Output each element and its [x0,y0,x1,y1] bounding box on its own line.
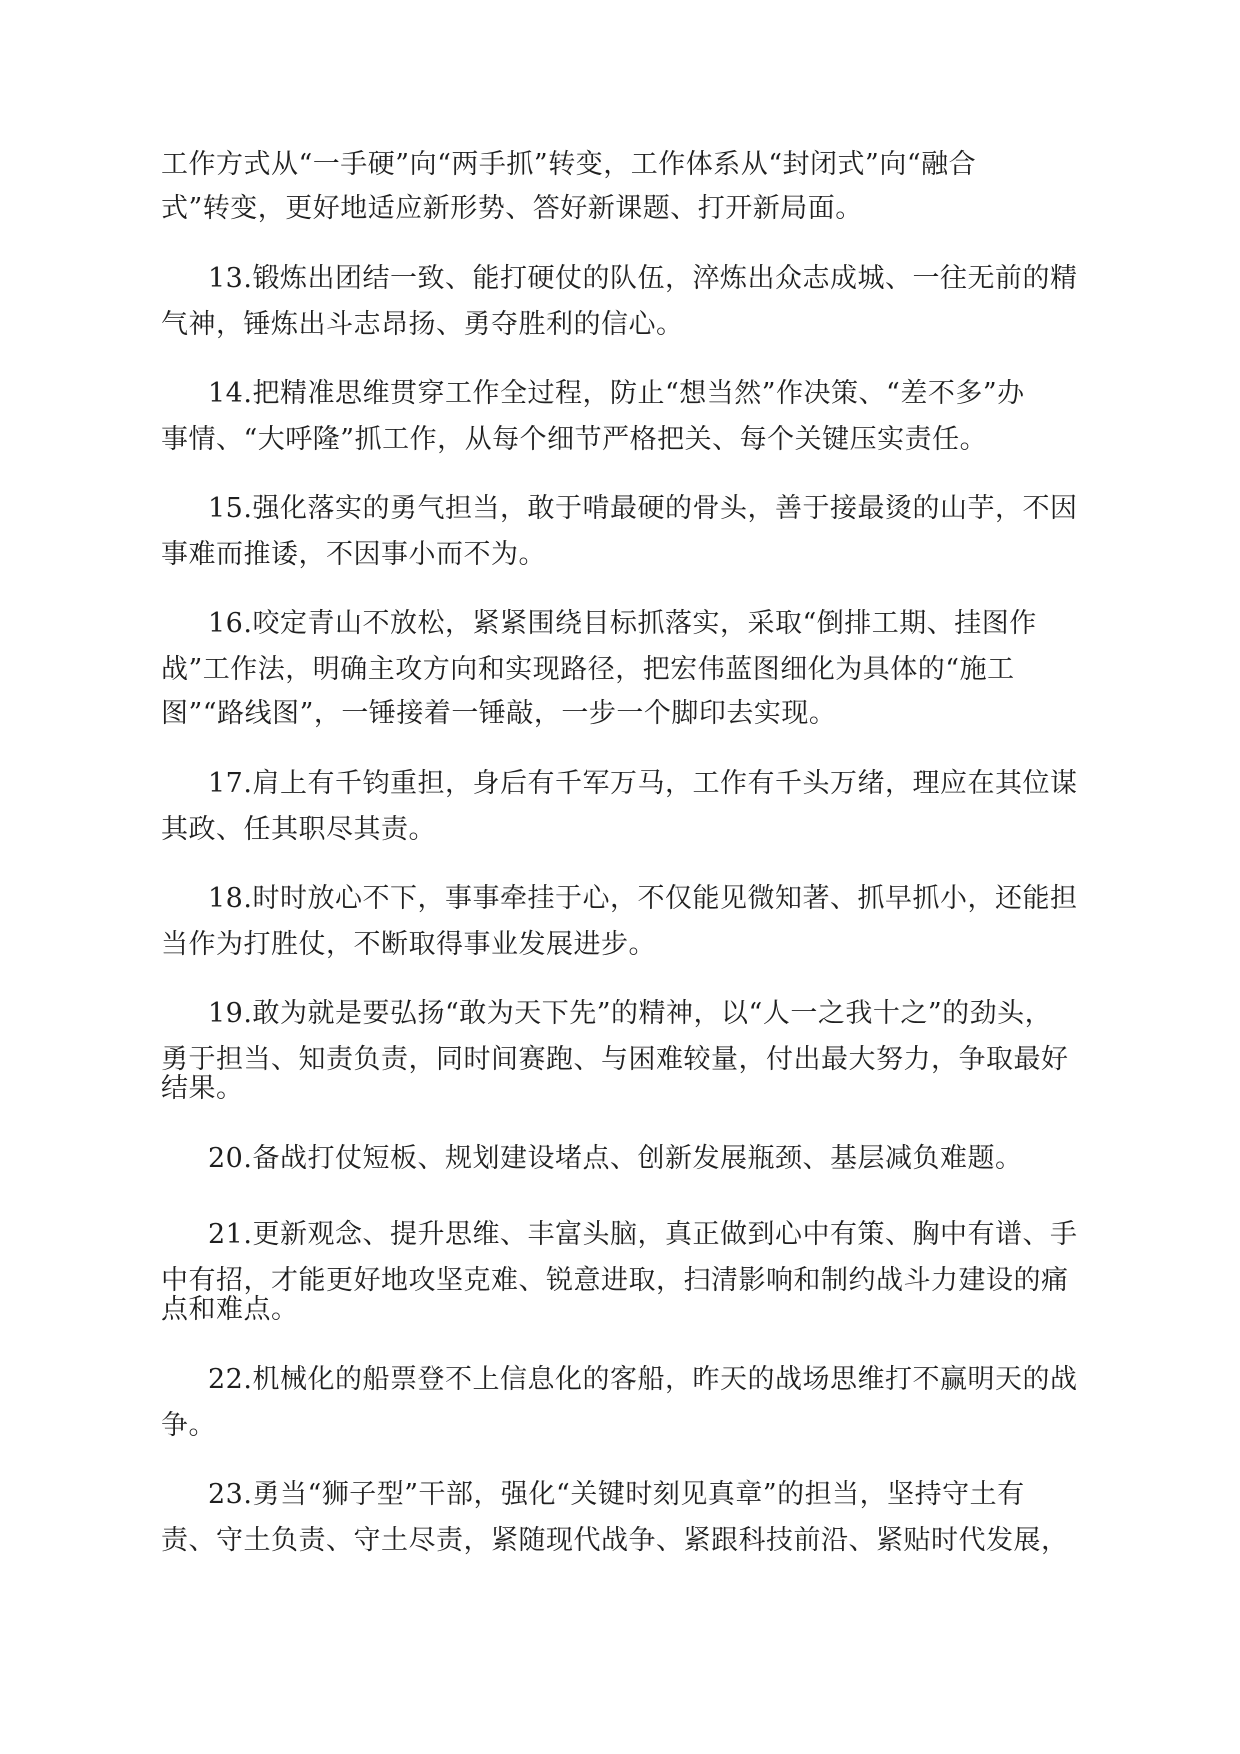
item-15-line-1: 15.强化落实的勇气担当，敢于啃最硬的骨头，善于接最烫的山芋，不因 [208,493,1078,524]
item-16-line-3: 图”“路线图”，一锤接着一锤敲，一步一个脚印去实现。 [161,698,837,729]
item-14-line-2: 事情、“大呼隆”抓工作，从每个细节严格把关、每个关键压实责任。 [161,424,988,455]
item-23-line-2: 责、守土负责、守土尽责，紧随现代战争、紧跟科技前沿、紧贴时代发展， [161,1525,1069,1556]
item-21-line-3: 点和难点。 [161,1294,299,1325]
item-15-line-2: 事难而推诿，不因事小而不为。 [161,539,546,570]
item-17-line-1: 17.肩上有千钧重担，身后有千军万马，工作有千头万绪，理应在其位谋 [208,768,1078,799]
item-21-line-1: 21.更新观念、提升思维、丰富头脑，真正做到心中有策、胸中有谱、手 [208,1219,1078,1250]
paragraph-1-line-2: 式”转变，更好地适应新形势、答好新课题、打开新局面。 [161,193,863,224]
item-22-line-1: 22.机械化的船票登不上信息化的客船，昨天的战场思维打不赢明天的战 [208,1364,1078,1395]
item-13-line-2: 气神，锤炼出斗志昂扬、勇夺胜利的信心。 [161,309,684,340]
item-18-line-2: 当作为打胜仗，不断取得事业发展进步。 [161,929,656,960]
item-17-line-2: 其政、任其职尽其责。 [161,814,436,845]
item-19-line-1: 19.敢为就是要弘扬“敢为天下先”的精神，以“人一之我十之”的劲头， [208,998,1053,1029]
item-18-line-1: 18.时时放心不下，事事牵挂于心，不仅能见微知著、抓早抓小，还能担 [208,883,1078,914]
item-19-line-3: 结果。 [161,1073,244,1104]
item-23-line-1: 23.勇当“狮子型”干部，强化“关键时刻见真章”的担当，坚持守土有 [208,1479,1025,1510]
item-14-line-1: 14.把精准思维贯穿工作全过程，防止“想当然”作决策、“差不多”办 [208,378,1025,409]
item-22-line-2: 争。 [161,1410,216,1441]
item-16-line-1: 16.咬定青山不放松，紧紧围绕目标抓落实，采取“倒排工期、挂图作 [208,608,1037,639]
item-19-line-2: 勇于担当、知责负责，同时间赛跑、与困难较量，付出最大努力，争取最好 [161,1044,1069,1075]
item-21-line-2: 中有招，才能更好地攻坚克难、锐意进取，扫清影响和制约战斗力建设的痛 [161,1265,1069,1296]
item-16-line-2: 战”工作法，明确主攻方向和实现路径，把宏伟蓝图细化为具体的“施工 [161,654,1015,685]
item-13-line-1: 13.锻炼出团结一致、能打硬仗的队伍，淬炼出众志成城、一往无前的精 [208,263,1078,294]
paragraph-1-line-1: 工作方式从“一手硬”向“两手抓”转变，工作体系从“封闭式”向“融合 [161,149,977,180]
item-20-line-1: 20.备战打仗短板、规划建设堵点、创新发展瓶颈、基层减负难题。 [208,1143,1023,1174]
